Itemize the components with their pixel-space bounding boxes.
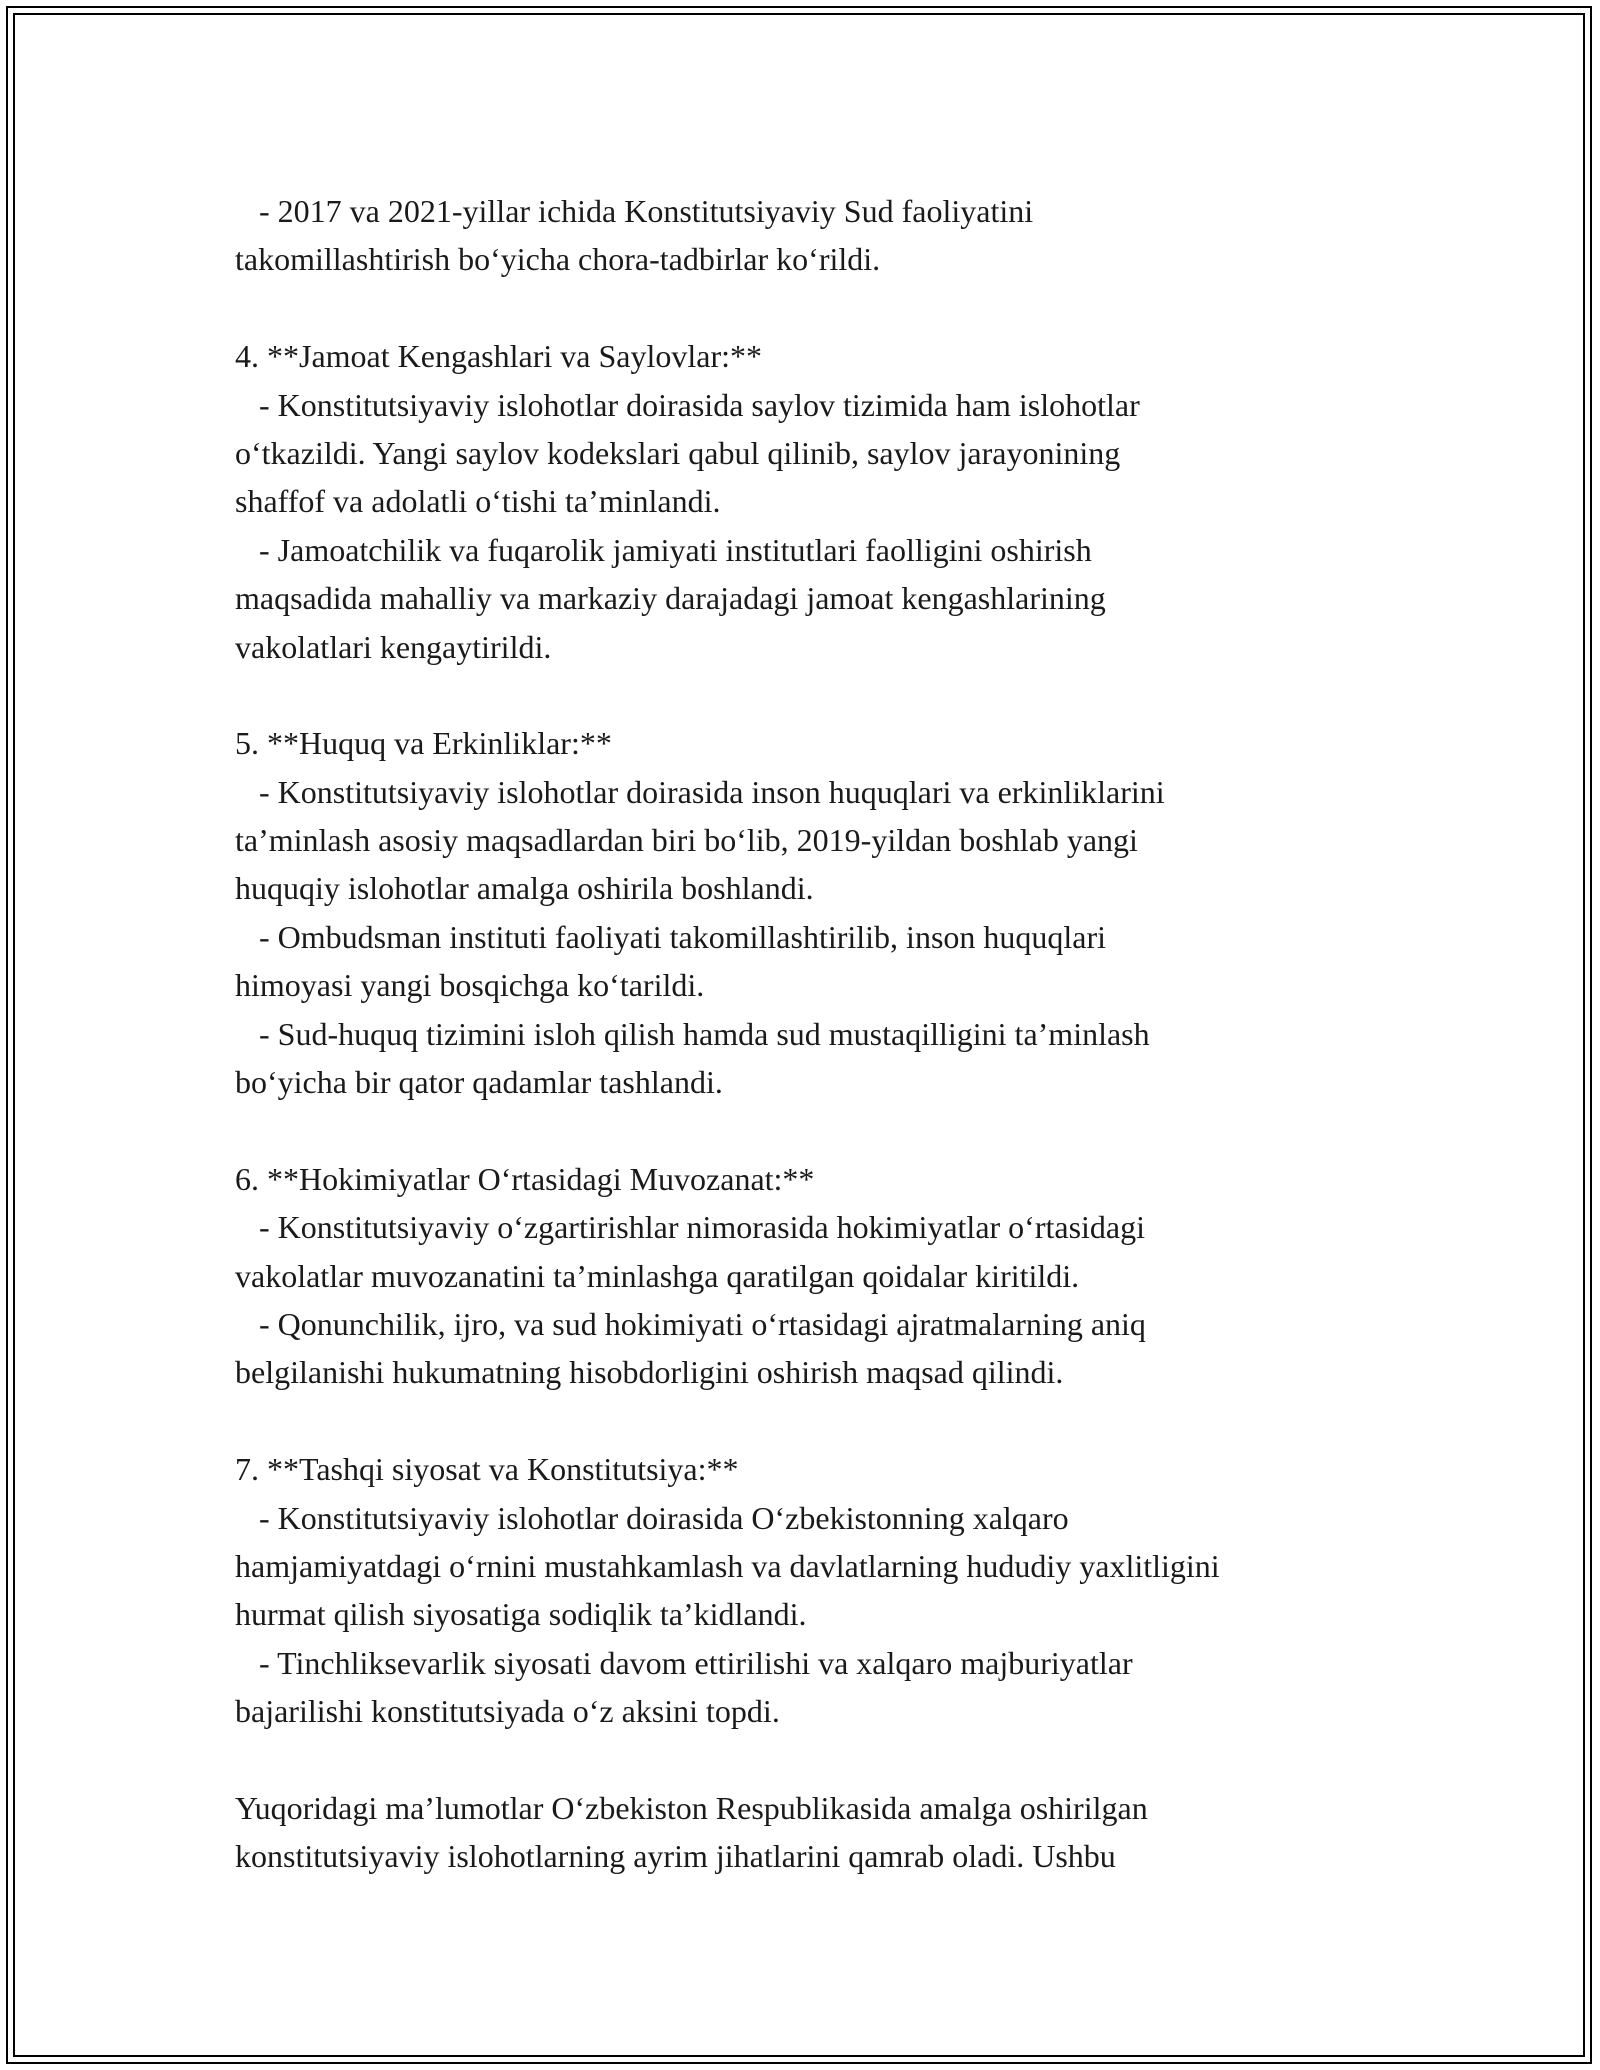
text-line: hurmat qilish siyosatiga sodiqlik ta’kidlandi. — [235, 1596, 807, 1633]
paragraph-gap — [235, 1736, 1385, 1784]
text-line: vakolatlar muvozanatini ta’minlashga qaratilgan qoidalar kiritildi. — [235, 1257, 1080, 1294]
text-line: - Konstitutsiyaviy islohotlar doirasida O‘zbekistonning xalqaro — [235, 1499, 1069, 1536]
paragraph-gap — [235, 1106, 1385, 1154]
text-line: bajarilishi konstitutsiyada o‘z aksini topdi. — [235, 1693, 780, 1730]
paragraph-block — [235, 1784, 1385, 1881]
paragraph-block — [235, 1155, 1385, 1397]
text-line: hamjamiyatdagi o‘rnini mustahkamlash va davlatlarning hududiy yaxlitligini — [235, 1547, 1220, 1584]
text-line: - Jamoatchilik va fuqarolik jamiyati institutlari faolligini oshirish — [235, 531, 1092, 568]
paragraph-block — [235, 1445, 1385, 1735]
text-line: - 2017 va 2021-yillar ichida Konstitutsiyaviy Sud faoliyatini — [235, 193, 1034, 229]
text-line: bo‘yicha bir qator qadamlar tashlandi. — [235, 1064, 723, 1101]
text-line: - Sud-huquq tizimini isloh qilish hamda sud mustaqilligini ta’minlash — [235, 1015, 1150, 1052]
text-line: - Qonunchilik, ijro, va sud hokimiyati o‘rtasidagi ajratmalarning aniq — [235, 1305, 1146, 1342]
text-line: belgilanishi hukumatning hisobdorligini oshirish maqsad qilindi. — [235, 1354, 1064, 1391]
text-line: himoyasi yangi bosqichga ko‘tarildi. — [235, 967, 705, 1004]
text-line: - Konstitutsiyaviy islohotlar doirasida saylov tizimida ham islohotlar — [235, 386, 1140, 423]
text-line: 7. **Tashqi siyosat va Konstitutsiya:** — [235, 1451, 739, 1488]
text-line: o‘tkazildi. Yangi saylov kodekslari qabul qilinib, saylov jarayonining — [235, 434, 1121, 471]
text-line: maqsadida mahalliy va markaziy darajadagi jamoat kengashlarining — [235, 580, 1106, 617]
text-line: shaffof va adolatli o‘tishi ta’minlandi. — [235, 483, 721, 520]
text-line: ta’minlash asosiy maqsadlardan biri bo‘lib, 2019-yildan boshlab yangi — [235, 822, 1138, 859]
paragraph-block — [235, 187, 1385, 284]
text-line: - Konstitutsiyaviy o‘zgartirishlar nimorasida hokimiyatlar o‘rtasidagi — [235, 1209, 1146, 1246]
paragraph-gap — [235, 284, 1385, 332]
text-line: 6. **Hokimiyatlar O‘rtasidagi Muvozanat:** — [235, 1160, 815, 1197]
paragraph-gap — [235, 671, 1385, 719]
text-line: takomillashtirish bo‘yicha chora-tadbirlar ko‘rildi. — [235, 241, 881, 278]
text-line: 4. **Jamoat Kengashlari va Saylovlar:** — [235, 338, 762, 375]
paragraph-block — [235, 719, 1385, 1106]
text-line: Yuqoridagi ma’lumotlar O‘zbekiston Respublikasida amalga oshirilgan — [235, 1789, 1148, 1826]
paragraph-gap — [235, 1397, 1385, 1445]
text-line: - Konstitutsiyaviy islohotlar doirasida inson huquqlari va erkinliklarini — [235, 773, 1165, 810]
document-body — [235, 187, 1385, 1881]
text-line: 5. **Huquq va Erkinliklar:** — [235, 725, 612, 762]
paragraph-block — [235, 332, 1385, 671]
text-line: - Tinchliksevarlik siyosati davom ettirilishi va xalqaro majburiyatlar — [235, 1644, 1133, 1681]
text-line: konstitutsiyaviy islohotlarning ayrim jihatlarini qamrab oladi. Ushbu — [235, 1838, 1116, 1875]
text-line: vakolatlari kengaytirildi. — [235, 628, 552, 665]
text-line: huquqiy islohotlar amalga oshirila boshlandi. — [235, 870, 814, 907]
text-line: - Ombudsman instituti faoliyati takomillashtirilib, inson huquqlari — [235, 918, 1107, 955]
